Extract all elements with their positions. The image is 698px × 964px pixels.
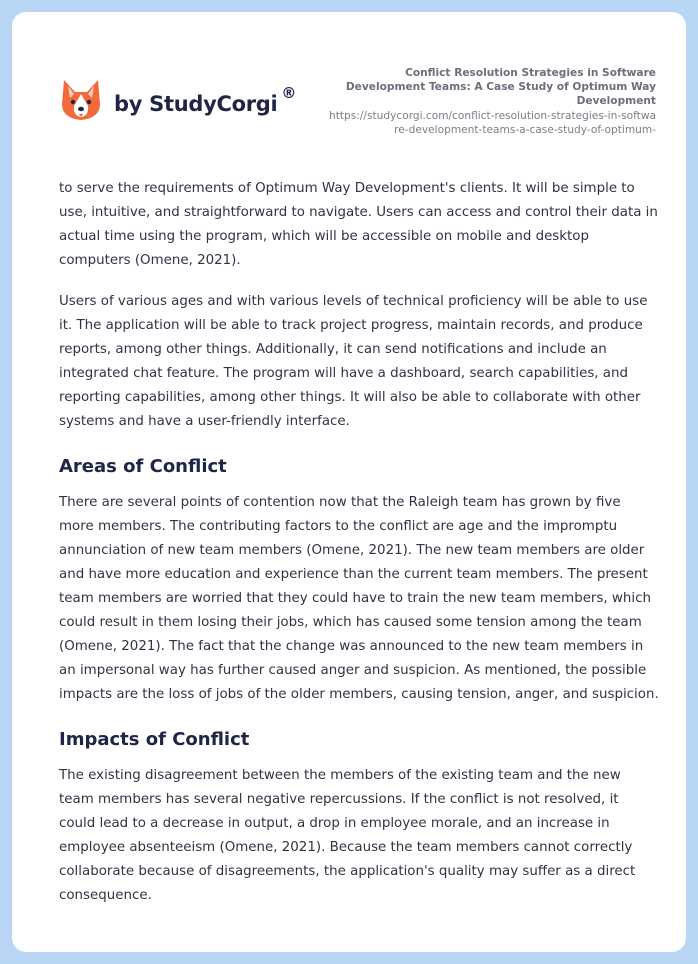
- brand-name: by StudyCorgi ®: [114, 84, 297, 116]
- document-meta: [326, 66, 656, 137]
- studycorgi-logo[interactable]: [60, 76, 296, 124]
- paragraph: Users of various ages and with various levels of technical proficiency will be able to use it. The application will be able to track project progress, maintain records, and produce reports, among other things. Additionally, it can send notifications and include an integrated chat feature. The program will have a dashboard, search capabilities, and reporting capabilities, among other things. It will also be able to collaborate with other systems and have a user-friendly interface.: [59, 294, 648, 429]
- document-title: Conflict Resolution Strategies in Software Development Teams: A Case Study of Optimum Way Development: [345, 67, 656, 107]
- document-url[interactable]: https://studycorgi.com/conflict-resolution-strategies-in-software-development-teams-a-case-study-of-optimum-: [329, 110, 656, 136]
- document-page: [12, 12, 686, 952]
- paragraph: The existing disagreement between the members of the existing team and the new team members has several negative repercussions. If the conflict is not resolved, it could lead to a decrease in output, a drop in employee morale, and an increase in employee absenteeism (Omene, 2021). Because the team members cannot correctly collaborate because of disagreements, the application's quality may suffer as a direct consequence.: [59, 768, 636, 903]
- paragraph: There are several points of contention now that the Raleigh team has grown by five more members. The contributing factors to the conflict are age and the impromptu annunciation of new team members (Omene, 2021). The new team members are older and have more education and experience than the current team members. The present team members are worried that they could have to train the new team members, which could result in them losing their jobs, which has caused some tension among the team (Omene, 2021). The fact that the change was announced to the new team members in an impersonal way has further caused anger and suspicion. As mentioned, the possible impacts are the loss of jobs of the older members, causing tension, anger, and suspicion.: [59, 495, 659, 702]
- section-heading-areas-of-conflict: Areas of Conflict: [59, 456, 227, 477]
- page-header: [12, 12, 686, 162]
- paragraph: to serve the requirements of Optimum Way Development's clients. It will be simple to use, intuitive, and straightforward to navigate. Users can access and control their data in actual time using the program, which will be accessible on mobile and desktop computers (Omene, 2021).: [59, 181, 658, 268]
- article-body: [59, 177, 659, 925]
- corgi-logo-icon: [60, 76, 102, 124]
- section-heading-impacts-of-conflict: Impacts of Conflict: [59, 729, 250, 750]
